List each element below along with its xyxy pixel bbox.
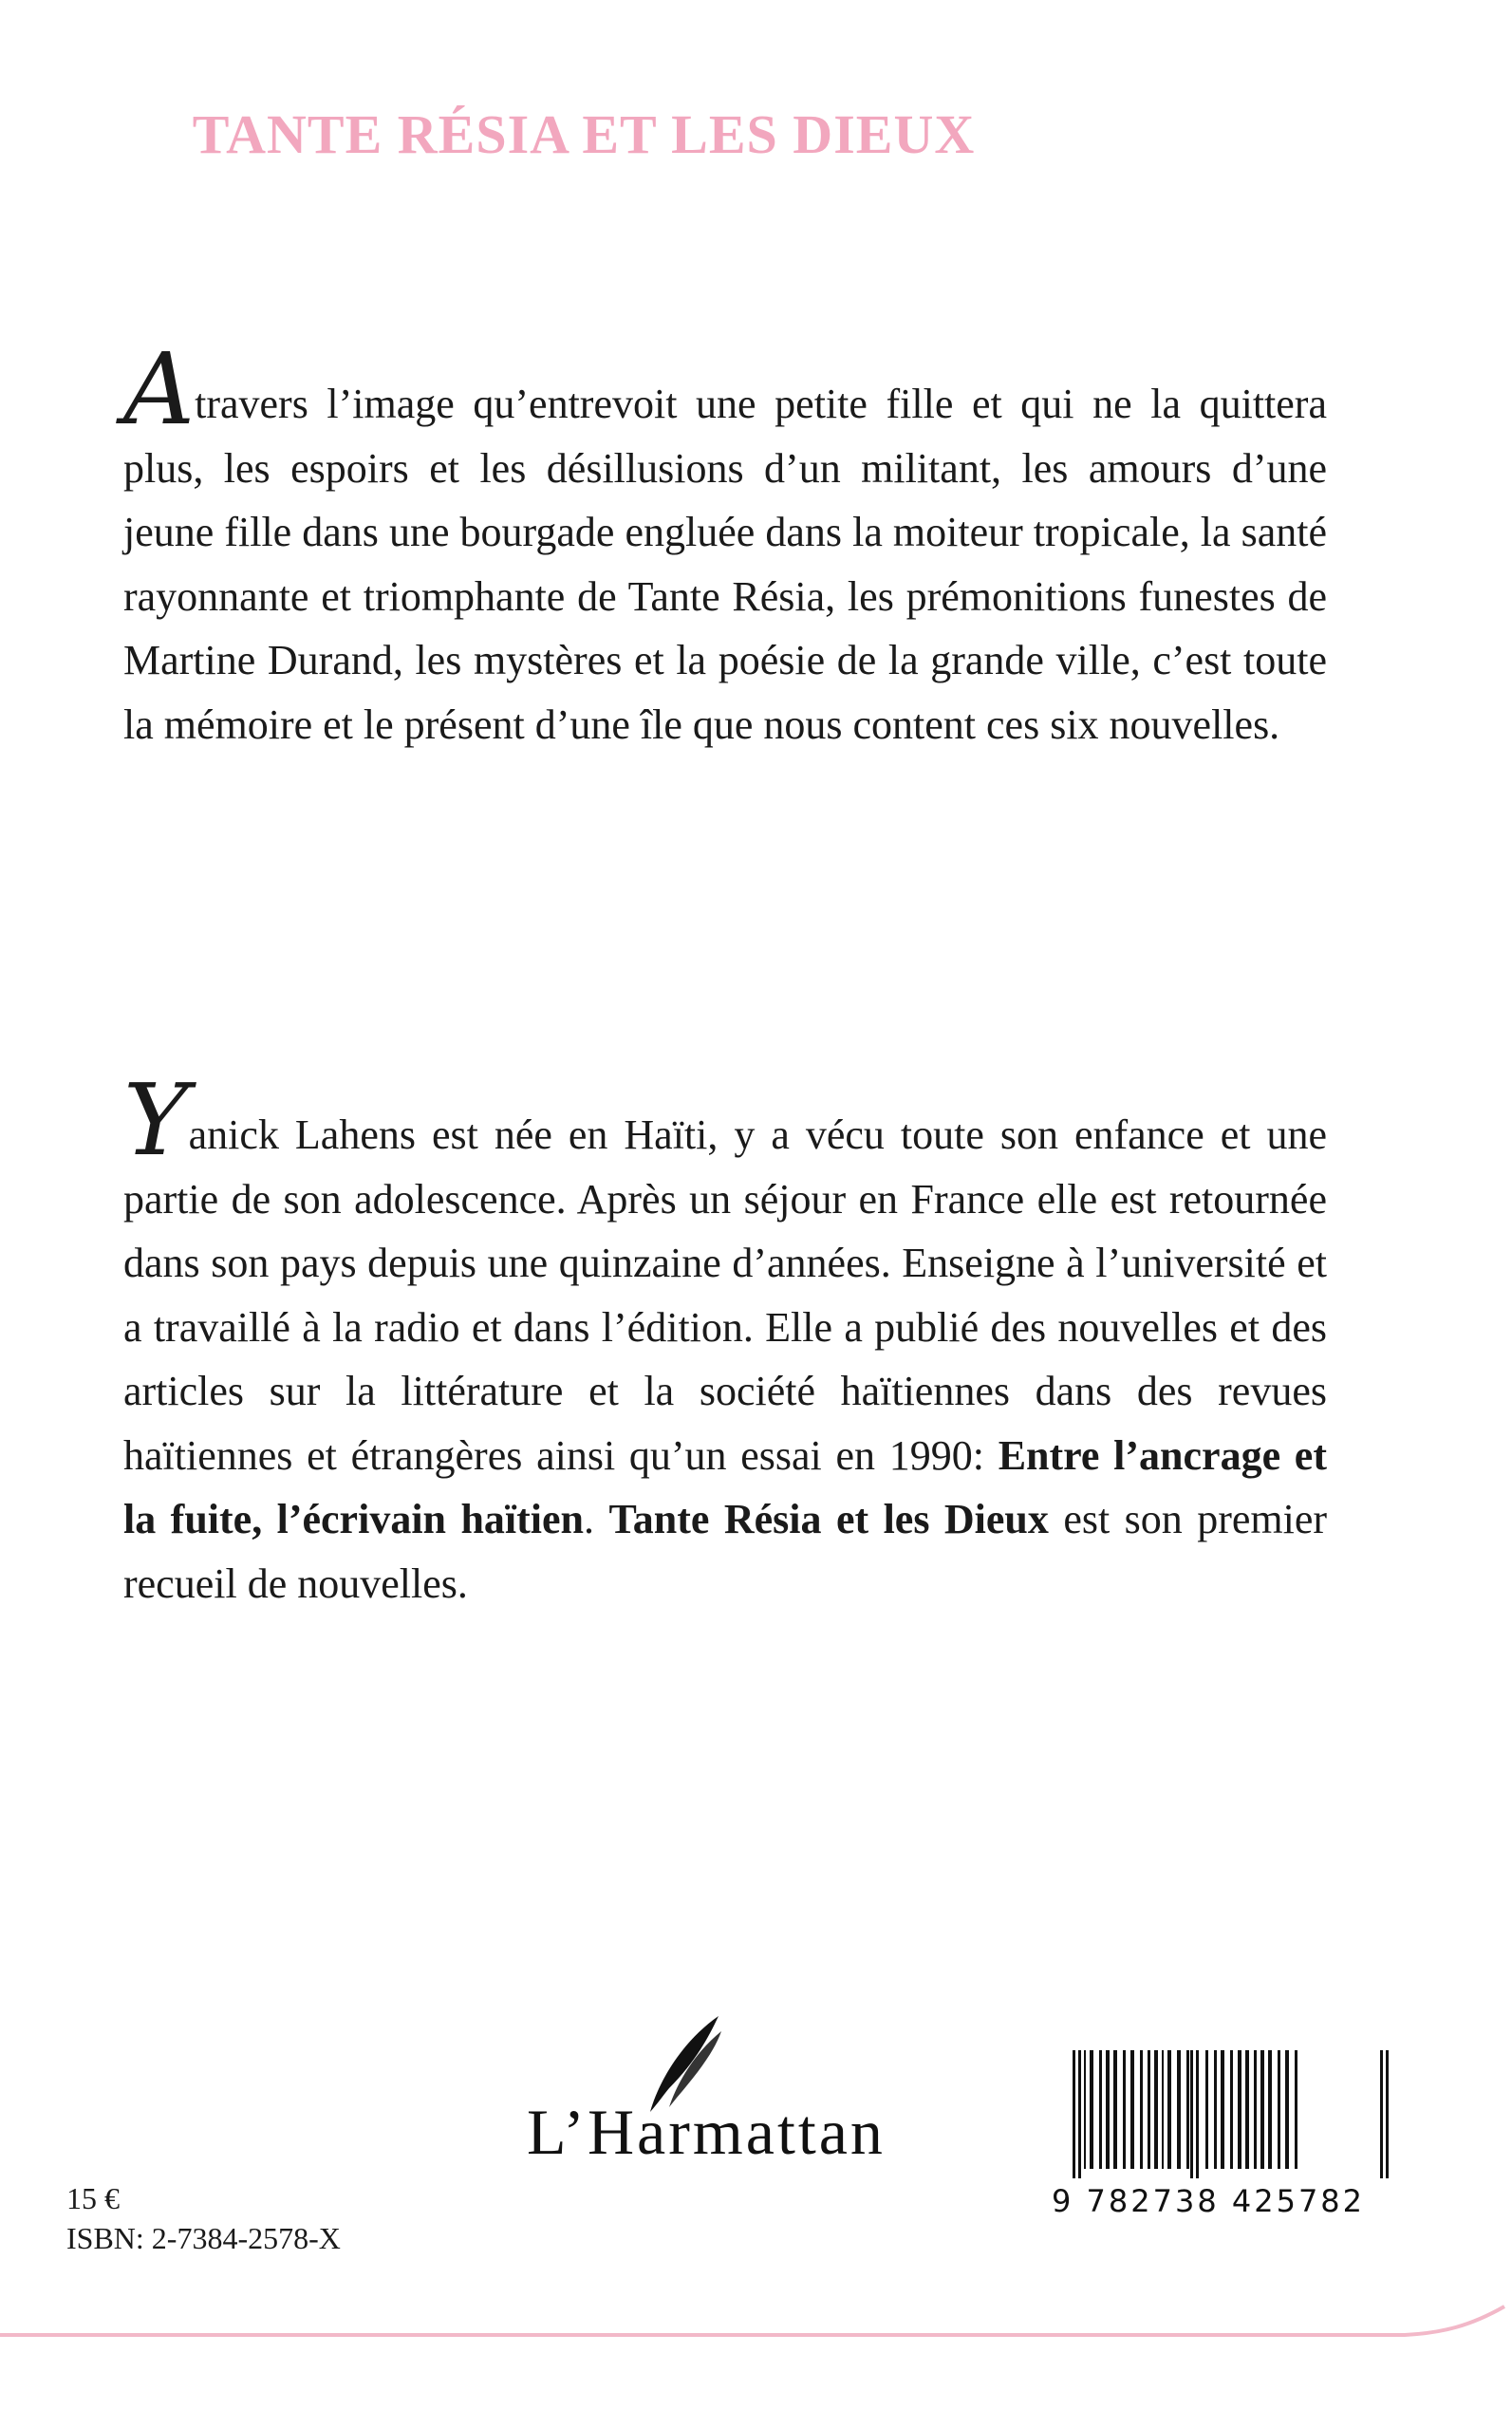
publisher-name: L’Harmattan bbox=[527, 2096, 886, 2168]
author-bio-paragraph bbox=[123, 1062, 1328, 1615]
barcode-bar bbox=[1099, 2050, 1102, 2169]
barcode-bar bbox=[1090, 2050, 1093, 2169]
barcode-bar bbox=[1154, 2050, 1158, 2169]
barcode-bar bbox=[1190, 2050, 1193, 2178]
publisher-logo bbox=[527, 2012, 944, 2168]
price: 15 € bbox=[66, 2181, 120, 2215]
blurb-paragraph bbox=[123, 331, 1327, 756]
barcode-bar bbox=[1386, 2050, 1389, 2178]
barcode-bar bbox=[1140, 2050, 1143, 2169]
barcode-bar bbox=[1214, 2050, 1217, 2169]
barcode-bar bbox=[1162, 2050, 1164, 2169]
barcode-bar bbox=[1177, 2050, 1181, 2169]
barcode-bar bbox=[1221, 2050, 1224, 2169]
bio-text-3: est son premier recueil de nouvelles. bbox=[123, 1496, 1328, 1607]
barcode-bar bbox=[1113, 2050, 1117, 2169]
barcode-bar bbox=[1380, 2050, 1383, 2178]
barcode-bar bbox=[1167, 2050, 1171, 2169]
bio-text-2: . bbox=[584, 1496, 609, 1542]
barcode-bar bbox=[1295, 2050, 1297, 2169]
blurb-dropcap: A bbox=[123, 331, 194, 447]
bio-dropcap: Y bbox=[123, 1062, 187, 1178]
bio-book-title: Tante Résia et les Dieux bbox=[608, 1496, 1049, 1542]
barcode-bar bbox=[1230, 2050, 1233, 2169]
barcode-bar bbox=[1186, 2050, 1189, 2169]
barcode-bar bbox=[1078, 2050, 1081, 2178]
barcode-bar bbox=[1238, 2050, 1241, 2169]
barcode-bar bbox=[1268, 2050, 1272, 2169]
barcode-bar bbox=[1196, 2050, 1199, 2178]
book-title: TANTE RÉSIA ET LES DIEUX bbox=[192, 103, 976, 165]
barcode-bar bbox=[1073, 2050, 1075, 2178]
barcode-bar bbox=[1254, 2050, 1257, 2169]
bottom-rule bbox=[0, 2297, 1512, 2354]
blurb-text: travers l’image qu’entrevoit une petite fille et qui ne la quittera plus, les espoirs et les désillusions d’un militant, les amours d’une jeune fille dans une bourgade engluée dans la moiteur tropicale, la santé rayonnante et triomphante de Tante Résia, les prémonitions funestes de Martine Durand, les mystères et la poésie de la grande ville, c’est toute la mémoire et le présent d’une île que nous content ces six nouvelles. bbox=[123, 381, 1327, 748]
barcode-digits: 9 782738 425782 bbox=[1052, 2183, 1366, 2219]
bio-text-1: anick Lahens est née en Haïti, y a vécu toute son enfance et une partie de son adolescence. Après un séjour en France elle est retournée dans son pays depuis une quinzaine d’années. Enseigne à l’université et a travaillé à la radio et dans l’édition. Elle a publié des nouvelles et des articles sur la littérature et la société haïtiennes dans des revues haïtiennes et étrangères ainsi qu’un essai en 1990: bbox=[123, 1111, 1327, 1479]
isbn-barcode bbox=[1052, 2050, 1405, 2240]
barcode-bar bbox=[1245, 2050, 1249, 2169]
barcode-bar bbox=[1285, 2050, 1289, 2169]
barcode-bar bbox=[1205, 2050, 1208, 2169]
barcode-bar bbox=[1130, 2050, 1134, 2169]
barcode-bar bbox=[1123, 2050, 1126, 2169]
barcode-bar bbox=[1260, 2050, 1264, 2169]
barcode-bar bbox=[1084, 2050, 1086, 2169]
isbn: ISBN: 2-7384-2578-X bbox=[66, 2221, 341, 2255]
barcode-bars bbox=[1052, 2050, 1405, 2178]
barcode-bar bbox=[1278, 2050, 1280, 2169]
bio-essay-title: Entre l’ancrage et la fuite, l’écrivain haïtien bbox=[123, 1431, 1327, 1542]
barcode-bar bbox=[1148, 2050, 1150, 2169]
barcode-bar bbox=[1106, 2050, 1110, 2169]
